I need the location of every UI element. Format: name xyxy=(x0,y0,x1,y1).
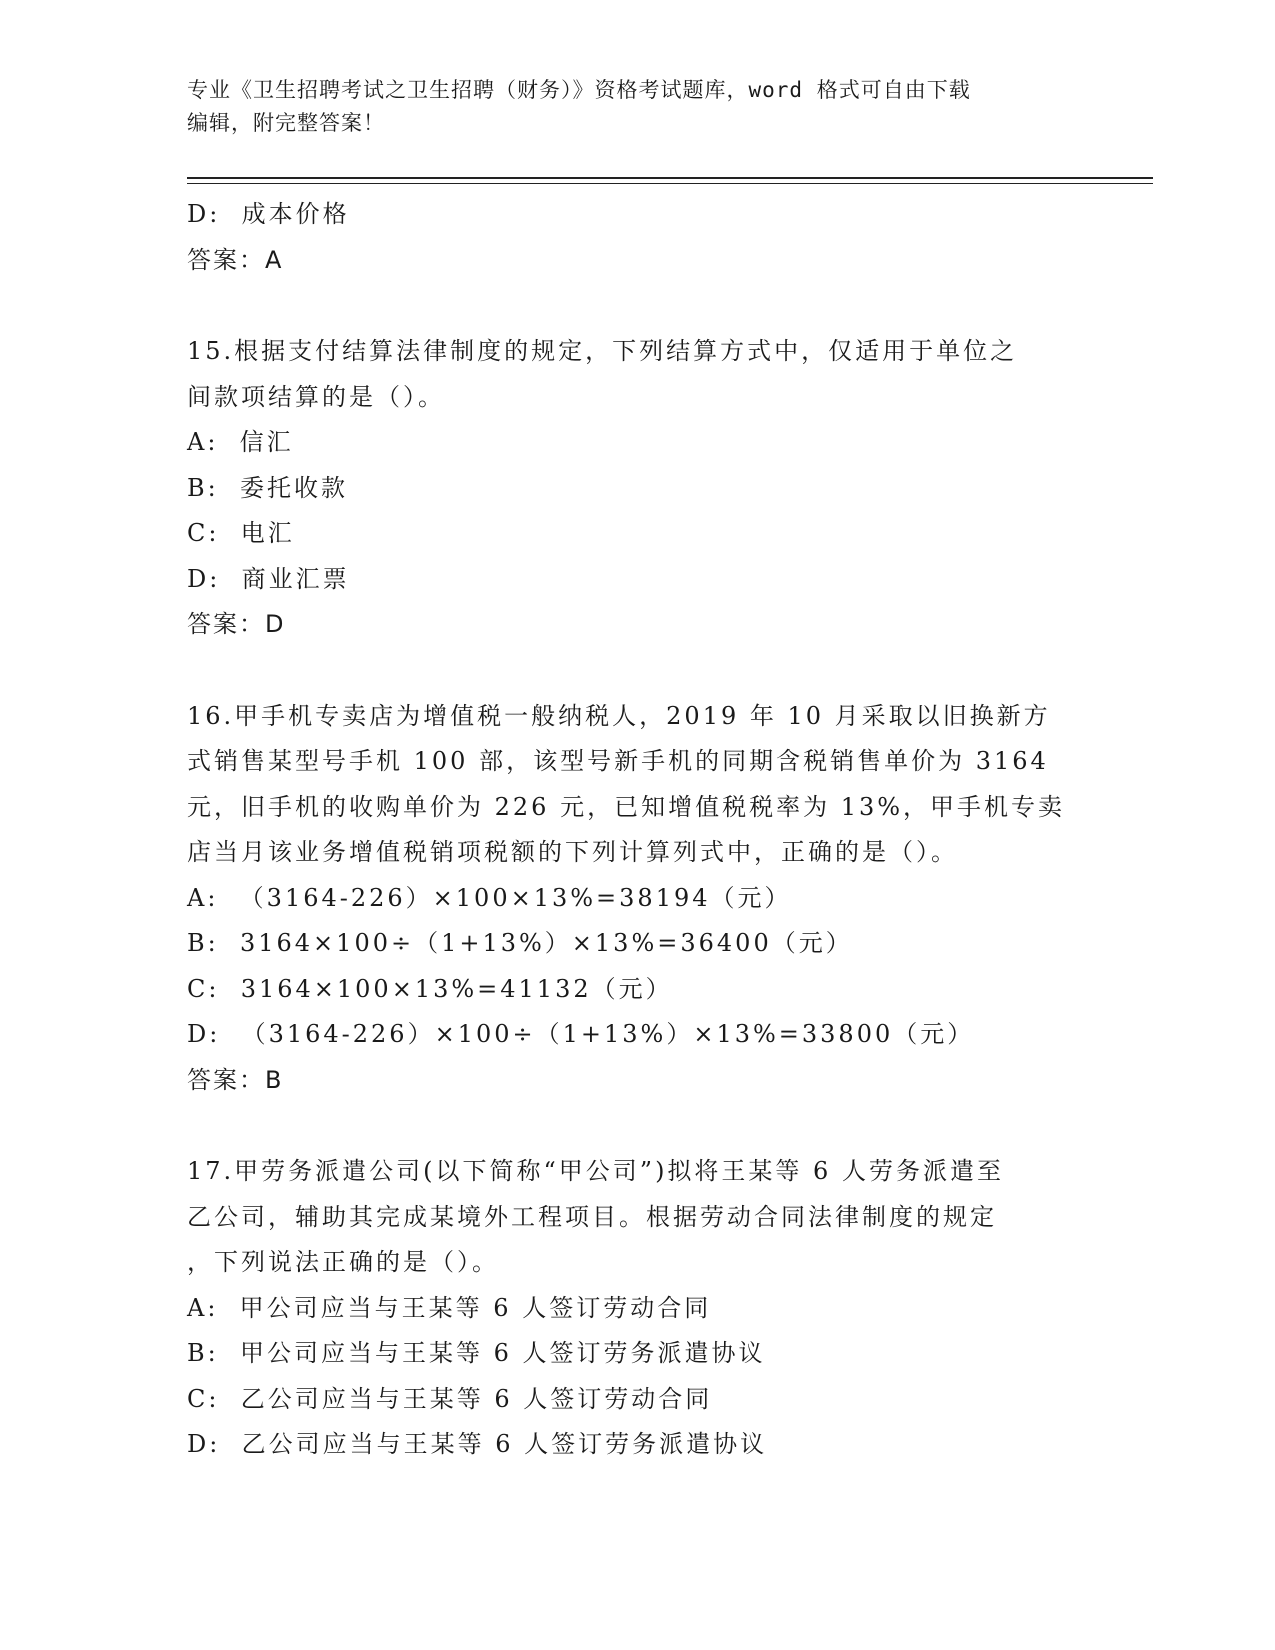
answer: 答案：B xyxy=(187,1065,284,1094)
document-body xyxy=(187,192,1087,1468)
option-c: C: 电汇 xyxy=(187,519,295,547)
question-stem-line: ，下列说法正确的是（）。 xyxy=(187,1248,499,1276)
question-stem-line: 16.甲手机专卖店为增值税一般纳税人，2019 年 10 月采取以旧换新方 xyxy=(187,701,1051,730)
header-divider-thick xyxy=(187,177,1153,179)
header-line-2: 编辑，附完整答案！ xyxy=(187,111,385,135)
question-stem-line: 元，旧手机的收购单价为 226 元，已知增值税税率为 13%，甲手机专卖 xyxy=(187,792,1066,821)
option-b: B: 3164×100÷（1+13%）×13%=36400（元） xyxy=(187,929,853,957)
question-stem-line: 式销售某型号手机 100 部，该型号新手机的同期含税销售单价为 3164 xyxy=(187,747,1049,775)
prev-option-d: D: 成本价格 xyxy=(187,200,350,228)
header-divider-thin xyxy=(187,183,1153,184)
option-d: D: 乙公司应当与王某等 6 人签订劳务派遣协议 xyxy=(187,1430,768,1458)
question-16 xyxy=(187,694,1087,1104)
question-stem-line: 15.根据支付结算法律制度的规定，下列结算方式中，仅适用于单位之 xyxy=(187,337,1018,365)
option-b: B: 委托收款 xyxy=(187,473,348,502)
question-15 xyxy=(187,329,1087,648)
option-a: A: （3164-226）×100×13%=38194（元） xyxy=(187,883,792,912)
answer: 答案：D xyxy=(187,610,286,638)
option-c: C: 3164×100×13%=41132（元） xyxy=(187,974,673,1003)
option-b: B: 甲公司应当与王某等 6 人签订劳务派遣协议 xyxy=(187,1339,766,1367)
question-stem-line: 17.甲劳务派遣公司(以下简称“甲公司”)拟将王某等 6 人劳务派遣至 xyxy=(187,1157,1004,1185)
question-17 xyxy=(187,1149,1087,1468)
header-line-1: 专业《卫生招聘考试之卫生招聘（财务）》资格考试题库，word 格式可自由下载 xyxy=(187,78,971,102)
option-d: D: （3164-226）×100÷（1+13%）×13%=33800（元） xyxy=(187,1020,975,1048)
question-stem-line: 乙公司，辅助其完成某境外工程项目。根据劳动合同法律制度的规定 xyxy=(187,1202,997,1231)
option-d: D: 商业汇票 xyxy=(187,564,350,593)
prev-answer: 答案：A xyxy=(187,245,284,274)
question-stem-line: 间款项结算的是（）。 xyxy=(187,382,445,411)
option-a: A: 信汇 xyxy=(187,428,294,456)
document-header xyxy=(187,74,1087,140)
option-c: C: 乙公司应当与王某等 6 人签订劳动合同 xyxy=(187,1384,713,1413)
question-stem-line: 店当月该业务增值税销项税额的下列计算列式中，正确的是（）。 xyxy=(187,838,958,866)
option-a: A: 甲公司应当与王某等 6 人签订劳动合同 xyxy=(187,1293,712,1322)
